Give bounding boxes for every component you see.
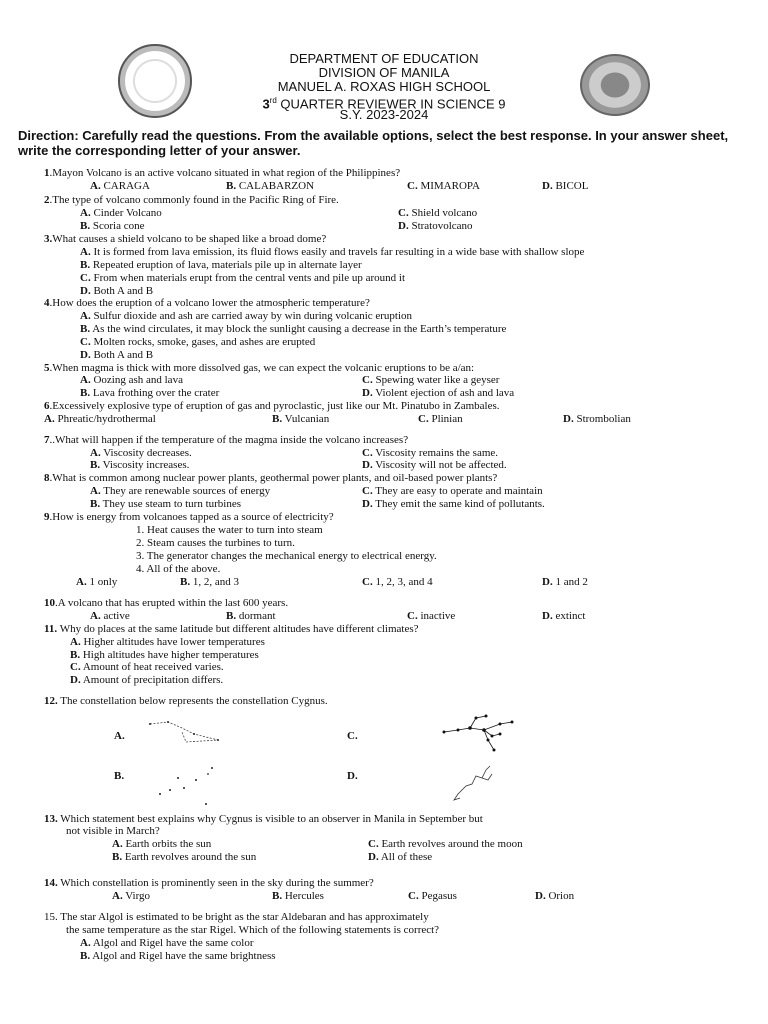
line-text: active — [100, 610, 130, 622]
answer-option — [114, 770, 124, 783]
answer-option — [226, 610, 276, 623]
option-letter: D. — [535, 890, 546, 902]
line-text: Violent ejection of ash and lava — [372, 387, 515, 399]
line-text: Viscosity increases. — [100, 459, 190, 471]
answer-option — [407, 180, 480, 193]
line-text: Algol and Rigel have the same brightness — [90, 950, 276, 962]
line-text: Vulcanian — [282, 413, 330, 425]
line-text: .Mayon Volcano is an active volcano situated in what region of the Philippines? — [49, 167, 401, 179]
option-letter: A. — [90, 610, 101, 622]
option-letter: A. — [114, 730, 125, 742]
option-letter: B. — [180, 576, 191, 588]
answer-option — [76, 576, 117, 589]
option-letter: A. — [70, 636, 81, 648]
option-letter: C. — [398, 207, 409, 219]
answer-option — [362, 387, 514, 400]
line-text: They emit the same kind of pollutants. — [372, 498, 545, 510]
option-letter: A. — [112, 838, 123, 850]
line-text: What causes a shield volcano to be shaped like a broad dome? — [52, 233, 327, 245]
answer-option — [542, 576, 588, 589]
line-text: 1, 2, and 3 — [190, 576, 239, 588]
line-text: Which constellation is prominently seen in the sky during the summer? — [57, 877, 374, 889]
option-letter: D. — [542, 180, 553, 192]
option-letter: B. — [114, 770, 125, 782]
question-number: 11. — [44, 623, 58, 635]
line-text: .What is common among nuclear power plants, geothermal power plants, and oil-based power plants? — [49, 472, 498, 484]
answer-option — [90, 498, 241, 511]
option-letter: B. — [272, 890, 283, 902]
line-text: Which statement best explains why Cygnus is visible to an observer in Manila in September but — [57, 813, 483, 825]
answer-option — [563, 413, 631, 426]
line-text: Earth revolves around the moon — [378, 838, 523, 850]
option-letter: A. — [80, 207, 91, 219]
option-letter: A. — [112, 890, 123, 902]
line-text: All of these — [378, 851, 433, 863]
option-letter: B. — [226, 610, 237, 622]
answer-option — [112, 851, 256, 864]
option-letter: C. — [80, 272, 91, 284]
answer-option — [535, 890, 574, 903]
line-text: Repeated eruption of lava, materials pile up in alternate layer — [90, 259, 362, 271]
answer-option — [542, 610, 585, 623]
line-text: It is formed from lava emission, its fluid flows easily and travels far resulting in a wide base with shallow slope — [90, 246, 585, 258]
line-text: .How is energy from volcanoes tapped as a source of electricity? — [49, 511, 334, 523]
answer-option — [272, 890, 324, 903]
line-text: Stratovolcano — [408, 220, 473, 232]
answer-option — [362, 576, 433, 589]
question-stem — [44, 877, 374, 890]
answer-option — [347, 770, 358, 783]
option-letter: A. — [80, 310, 91, 322]
answer-option — [362, 485, 543, 498]
answer-option — [114, 730, 125, 743]
option-letter: C. — [362, 447, 373, 459]
answer-option — [70, 636, 265, 649]
line-text: 15. The star Algol is estimated to be bright as the star Aldebaran and has approximately — [44, 911, 429, 923]
line-text: As the wind circulates, it may block the sunlight causing a decrease in the Earth’s temperature — [90, 323, 507, 335]
line-text: Viscosity decreases. — [100, 447, 192, 459]
line-text: dormant — [236, 610, 276, 622]
question-number: 9 — [44, 511, 50, 523]
answer-option — [80, 374, 183, 387]
line-text: Strombolian — [573, 413, 631, 425]
header-school: MANUEL A. ROXAS HIGH SCHOOL — [277, 79, 491, 94]
answer-option — [80, 349, 153, 362]
line-text: Amount of precipitation differs. — [80, 674, 224, 686]
answer-option — [80, 323, 506, 336]
question-stem — [44, 597, 288, 610]
line-text: Plinian — [428, 413, 463, 425]
line-text: They are renewable sources of energy — [100, 485, 271, 497]
line-text: Earth revolves around the sun — [122, 851, 257, 863]
question-stem — [44, 233, 326, 246]
option-letter: D. — [362, 387, 373, 399]
line-text: Phreatic/hydrothermal — [54, 413, 156, 425]
line-text: 4. All of the above. — [136, 563, 221, 575]
option-letter: D. — [368, 851, 379, 863]
answer-option — [180, 576, 239, 589]
question-stem — [44, 695, 328, 708]
option-letter: C. — [347, 730, 358, 742]
answer-option — [362, 498, 545, 511]
option-letter: A. — [90, 447, 101, 459]
constellation-figure-d — [450, 764, 510, 804]
answer-option — [90, 180, 150, 193]
option-letter: C. — [362, 374, 373, 386]
text-line — [136, 563, 220, 576]
answer-option — [90, 459, 189, 472]
option-letter: A. — [80, 246, 91, 258]
line-text: High altitudes have higher temperatures — [80, 649, 259, 661]
question-stem — [44, 400, 500, 413]
question-number: 13. — [44, 813, 58, 825]
question-number: 2 — [44, 194, 50, 206]
option-letter: D. — [70, 674, 81, 686]
answer-option — [80, 937, 254, 950]
option-letter: C. — [407, 610, 418, 622]
header-department: DEPARTMENT OF EDUCATION — [289, 51, 479, 66]
answer-option — [80, 272, 405, 285]
answer-option — [418, 413, 463, 426]
line-text: Oozing ash and lava — [90, 374, 183, 386]
line-text: Hercules — [282, 890, 324, 902]
line-text: 1, 2, 3, and 4 — [372, 576, 433, 588]
line-text: Higher altitudes have lower temperatures — [80, 636, 265, 648]
answer-option — [112, 890, 150, 903]
answer-option — [362, 459, 507, 472]
option-letter: B. — [80, 259, 91, 271]
line-text: the same temperature as the star Rigel. Which of the following statements is correct? — [66, 924, 440, 936]
line-text: Why do places at the same latitude but different altitudes have different climates? — [57, 623, 419, 635]
option-letter: B. — [80, 387, 91, 399]
option-letter: A. — [80, 937, 91, 949]
option-letter: D. — [362, 459, 373, 471]
option-letter: C. — [80, 336, 91, 348]
question-stem — [44, 434, 408, 447]
text-line — [66, 924, 439, 937]
line-text: Both A and B — [90, 285, 154, 297]
option-letter: A. — [44, 413, 55, 425]
text-line — [136, 550, 437, 563]
answer-option — [80, 220, 144, 233]
line-text: CALABARZON — [236, 180, 315, 192]
line-text: 1 only — [86, 576, 118, 588]
answer-option — [80, 336, 315, 349]
answer-option — [407, 610, 455, 623]
line-text: .A volcano that has erupted within the last 600 years. — [55, 597, 289, 609]
option-letter: D. — [542, 576, 553, 588]
option-letter: D. — [398, 220, 409, 232]
option-letter: C. — [362, 576, 373, 588]
line-text: 1. Heat causes the water to turn into steam — [136, 524, 323, 536]
constellation-figure-c — [440, 712, 520, 756]
line-text: 3. The generator changes the mechanical energy to electrical energy. — [136, 550, 437, 562]
option-letter: A. — [76, 576, 87, 588]
option-letter: B. — [70, 649, 81, 661]
answer-option — [408, 890, 457, 903]
option-letter: A. — [90, 180, 101, 192]
option-letter: B. — [90, 498, 101, 510]
answer-option — [80, 950, 276, 963]
line-text: .The type of volcano commonly found in the Pacific Ring of Fire. — [49, 194, 339, 206]
line-text: The constellation below represents the constellation Cygnus. — [57, 695, 328, 707]
question-stem — [44, 194, 339, 207]
answer-option — [80, 387, 219, 400]
question-number: 8 — [44, 472, 50, 484]
line-text: .How does the eruption of a volcano lower the atmospheric temperature? — [49, 297, 370, 309]
option-letter: B. — [226, 180, 237, 192]
line-text: .When magma is thick with more dissolved gas, we can expect the volcanic eruptions to be a/an: — [49, 362, 475, 374]
option-letter: D. — [80, 285, 91, 297]
option-letter: B. — [80, 950, 91, 962]
question-stem — [44, 623, 419, 636]
line-text: ..What will happen if the temperature of the magma inside the volcano increases? — [49, 434, 409, 446]
answer-option — [80, 246, 584, 259]
header-division: DIVISION OF MANILA — [318, 65, 450, 80]
line-text: MIMAROPA — [417, 180, 480, 192]
option-letter: B. — [80, 323, 91, 335]
answer-option — [368, 838, 523, 851]
question-stem — [44, 167, 400, 180]
answer-option — [112, 838, 211, 851]
header-quarter: 3rd QUARTER REVIEWER IN SCIENCE 9 — [262, 96, 506, 112]
answer-option — [70, 674, 223, 687]
line-text: 1 and 2 — [552, 576, 588, 588]
answer-option — [368, 851, 432, 864]
question-stem — [44, 297, 370, 310]
option-letter: C. — [418, 413, 429, 425]
answer-option — [226, 180, 314, 193]
line-text: CARAGA — [100, 180, 150, 192]
option-letter: C. — [362, 485, 373, 497]
line-text: Both A and B — [90, 349, 154, 361]
line-text: Cinder Volcano — [90, 207, 162, 219]
option-letter: D. — [362, 498, 373, 510]
line-text: inactive — [417, 610, 456, 622]
answer-option — [272, 413, 329, 426]
answer-option — [542, 180, 588, 193]
line-text: BICOL — [552, 180, 589, 192]
option-letter: B. — [112, 851, 123, 863]
line-text: They use steam to turn turbines — [100, 498, 242, 510]
question-number: 14. — [44, 877, 58, 889]
answer-option — [80, 259, 362, 272]
line-text: Earth orbits the sun — [122, 838, 212, 850]
line-text: not visible in March? — [66, 825, 160, 837]
line-text: Lava frothing over the crater — [90, 387, 220, 399]
option-letter: B. — [272, 413, 283, 425]
line-text: Viscosity remains the same. — [372, 447, 499, 459]
option-letter: D. — [80, 349, 91, 361]
line-text: Viscosity will not be affected. — [372, 459, 507, 471]
line-text: Pegasus — [418, 890, 457, 902]
answer-option — [398, 220, 473, 233]
line-text: Orion — [545, 890, 575, 902]
answer-option — [80, 310, 412, 323]
constellation-figure-a — [148, 720, 228, 750]
question-number: 3. — [44, 233, 53, 245]
question-number: 10 — [44, 597, 55, 609]
question-number: 4 — [44, 297, 50, 309]
question-number: 12. — [44, 695, 58, 707]
line-text: Scoria cone — [90, 220, 145, 232]
answer-option — [44, 413, 156, 426]
text-line — [44, 911, 429, 924]
line-text: Amount of heat received varies. — [80, 661, 224, 673]
option-letter: D. — [563, 413, 574, 425]
header-school-year: S.Y. 2023-2024 — [339, 107, 429, 122]
text-line — [136, 524, 323, 537]
option-letter: C. — [408, 890, 419, 902]
answer-option — [362, 374, 499, 387]
answer-option — [70, 661, 224, 674]
line-text: Algol and Rigel have the same color — [90, 937, 254, 949]
option-letter: A. — [90, 485, 101, 497]
text-line — [66, 825, 160, 838]
line-text: extinct — [552, 610, 586, 622]
line-text: 2. Steam causes the turbines to turn. — [136, 537, 295, 549]
option-letter: C. — [70, 661, 81, 673]
option-letter: B. — [90, 459, 101, 471]
option-letter: B. — [80, 220, 91, 232]
option-letter: D. — [347, 770, 358, 782]
option-letter: A. — [80, 374, 91, 386]
question-number: 6 — [44, 400, 50, 412]
direction-text: Direction: Carefully read the questions. From the available options, select the best response. In your answer sheet, write the corresponding letter of your answer. — [18, 128, 729, 158]
option-letter: C. — [407, 180, 418, 192]
line-text: Virgo — [122, 890, 151, 902]
answer-option — [80, 207, 162, 220]
text-line — [136, 537, 295, 550]
line-text: Molten rocks, smoke, gases, and ashes are erupted — [90, 336, 316, 348]
answer-option — [347, 730, 358, 743]
answer-option — [90, 485, 270, 498]
answer-option — [90, 610, 130, 623]
question-stem — [44, 472, 497, 485]
constellation-figure-b — [150, 764, 220, 808]
question-number: 7 — [44, 434, 50, 446]
line-text: From when materials erupt from the central vents and pile up around it — [90, 272, 406, 284]
line-text: Spewing water like a geyser — [372, 374, 500, 386]
question-stem — [44, 511, 334, 524]
question-number: 5 — [44, 362, 50, 374]
answer-option — [398, 207, 477, 220]
line-text: Shield volcano — [408, 207, 478, 219]
line-text: .Excessively explosive type of eruption of gas and pyroclastic, just like our Mt. Pinatubo in Zambales. — [49, 400, 500, 412]
option-letter: D. — [542, 610, 553, 622]
question-number: 1 — [44, 167, 50, 179]
option-letter: C. — [368, 838, 379, 850]
line-text: Sulfur dioxide and ash are carried away by win during volcanic eruption — [90, 310, 413, 322]
line-text: They are easy to operate and maintain — [372, 485, 543, 497]
